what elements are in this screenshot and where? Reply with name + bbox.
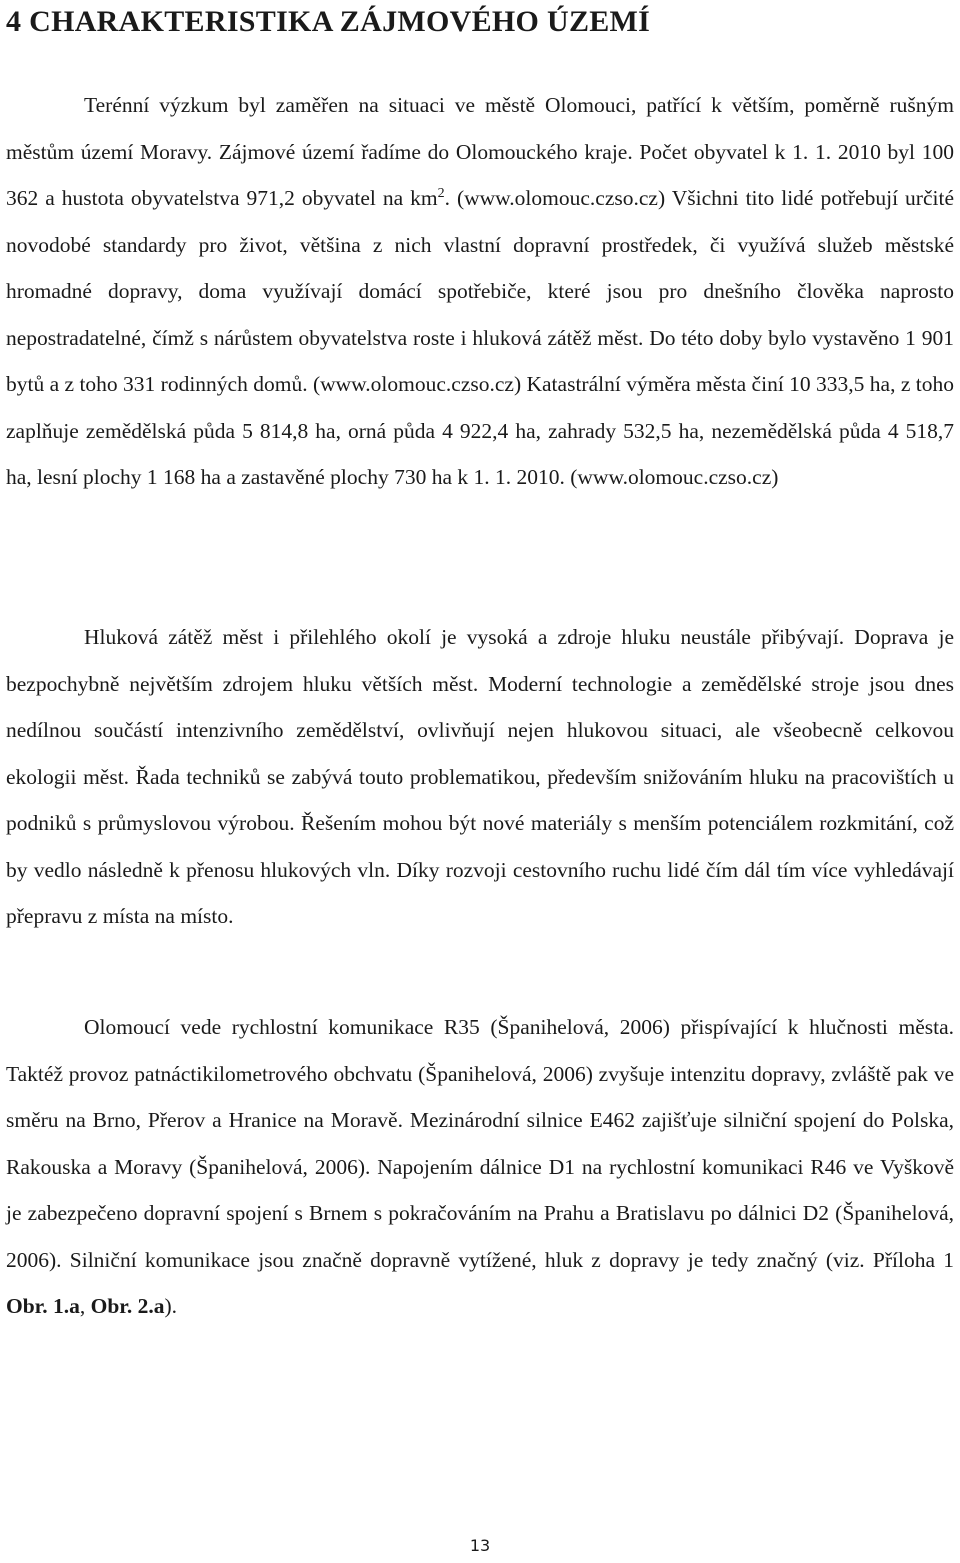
chapter-heading: 4 CHARAKTERISTIKA ZÁJMOVÉHO ÚZEMÍ [6,5,651,38]
paragraph-3-text: Olomoucí vede rychlostní komunikace R35 (Španihelová, 2006) přispívající k hlučnosti města. Taktéž provoz patnáctikilometrového obchvatu (Španihelová, 2006) zvyšuje intenzitu dopravy, zvláště pak ve směru na Brno, Přerov a Hranice na Moravě. Mezinárodní silnice E462 zajišťuje silniční spojení do Polska, Rakouska a Moravy (Španihelová, 2006). Napojením dálnice D1 na rychlostní komunikaci R46 ve Vyškově je zabezpečeno dopravní spojení s Brnem s pokračováním na Prahu a Bratislavu po dálnici D2 (Španihelová, 2006). Silniční komunikace jsou značně dopravně vytížené, hluk z dopravy je tedy značný (viz. Příloha 1 [6,1015,954,1272]
figure-ref-1a: Obr. 1.a [6,1294,80,1318]
paragraph-1-text-b: . (www.olomouc.czso.cz) Všichni tito lidé potřebují určité novodobé standardy pro život, většina z nich vlastní dopravní prostředek, či využívá služeb městské hromadné dopravy, doma využívají domácí spotřebiče, které jsou pro dnešního člověka naprosto nepostradatelné, čímž s nárůstem obyvatelstva roste i hluková zátěž měst. Do této doby bylo vystavěno 1 901 bytů a z toho 331 rodinných domů. (www.olomouc.czso.cz) Katastrální výměra města činí 10 333,5 ha, z toho zaplňuje zemědělská půda 5 814,8 ha, orná půda 4 922,4 ha, zahrady 532,5 ha, nezemědělská půda 4 518,7 ha, lesní plochy 1 168 ha a zastavěné plochy 730 ha k 1. 1. 2010. (www.olomouc.czso.cz) [6,186,954,489]
paragraph-1-text-a: Terénní výzkum byl zaměřen na situaci ve městě Olomouci, patřící k větším, poměrně rušným městům území Moravy. Zájmové území řadíme do Olomouckého kraje. Počet obyvatel k 1. 1. 2010 byl 100 362 a hustota obyvatelstva 971,2 obyvatel na km [6,93,954,210]
page-number: 13 [469,1536,491,1555]
paragraph-1 [6,82,954,501]
paragraph-3-end: ). [164,1294,178,1318]
paragraph-2 [6,614,954,940]
paragraph-2-text: Hluková zátěž měst i přilehlého okolí je vysoká a zdroje hluku neustále přibývají. Doprava je bezpochybně největším zdrojem hluku větších měst. Moderní technologie a zemědělské stroje jsou dnes nedílnou součástí intenzivního zemědělství, ovlivňují nejen hlukovou situaci, ale všeobecně celkovou ekologii měst. Řada techniků se zabývá touto problematikou, především snižováním hluku na pracovištích u podniků s průmyslovou výrobou. Řešením mohou být nové materiály s menším potenciálem rozkmitání, což by vedlo následně k přenosu hlukových vln. Díky rozvoji cestovního ruchu lidé čím dál tím více vyhledávají přepravu z místa na místo. [6,625,954,928]
superscript-2: 2 [437,185,445,201]
figure-ref-2a: Obr. 2.a [90,1294,165,1318]
figure-ref-separator: , [79,1294,91,1318]
paragraph-3 [6,1004,954,1330]
